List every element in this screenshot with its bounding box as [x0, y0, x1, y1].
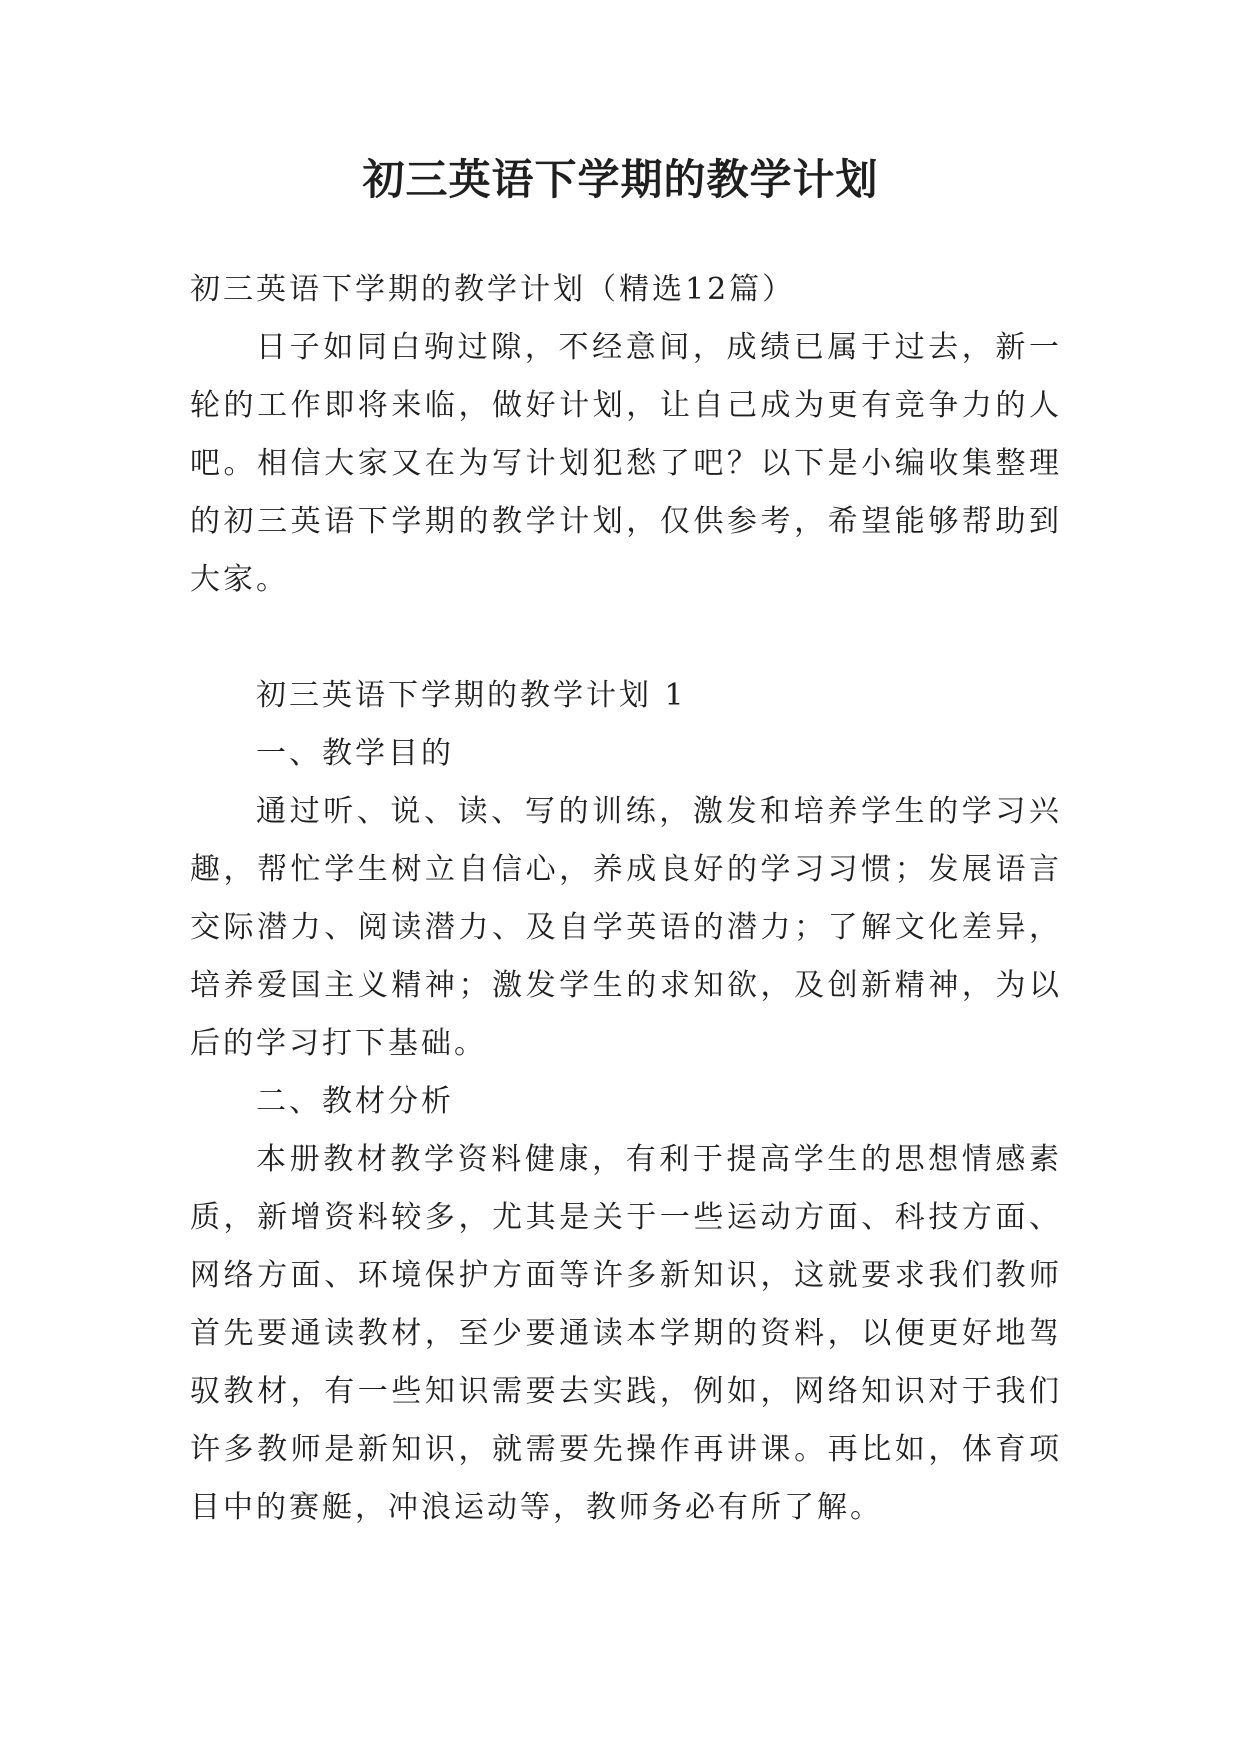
section-spacer — [190, 609, 1062, 667]
paragraph-teaching-goal: 通过听、说、读、写的训练，激发和培养学生的学习兴趣，帮忙学生树立自信心，养成良好的学习习惯；发展语言交际潜力、阅读潜力、及自学英语的潜力；了解文化差异，培养爱国主义精神；激发学生的求知欲，及创新精神，为以后的学习打下基础。 — [190, 794, 1062, 1061]
document-subtitle: 初三英语下学期的教学计划（精选12篇） — [190, 272, 796, 307]
intro-paragraph: 日子如同白驹过隙，不经意间，成绩已属于过去，新一轮的工作即将来临，做好计划，让自己成为更有竞争力的人吧。相信大家又在为写计划犯愁了吧？以下是小编收集整理的初三英语下学期的教学计划，仅供参考，希望能够帮助到大家。 — [190, 330, 1062, 597]
document-title: 初三英语下学期的教学计划 — [362, 155, 879, 204]
heading-teaching-goal: 一、教学目的 — [256, 736, 454, 771]
section-heading: 初三英语下学期的教学计划 1 — [256, 678, 687, 713]
paragraph-textbook-analysis: 本册教材教学资料健康，有利于提高学生的思想情感素质，新增资料较多，尤其是关于一些运动方面、科技方面、网络方面、环境保护方面等许多新知识，这就要求我们教师首先要通读教材，至少要通读本学期的资料，以便更好地驾驭教材，有一些知识需要去实践，例如，网络知识对于我们许多教师是新知识，就需要先操作再讲课。再比如，体育项目中的赛艇，冲浪运动等，教师务必有所了解。 — [190, 1142, 1062, 1525]
heading-textbook-analysis: 二、教材分析 — [256, 1084, 454, 1119]
document-body — [190, 261, 1062, 1537]
